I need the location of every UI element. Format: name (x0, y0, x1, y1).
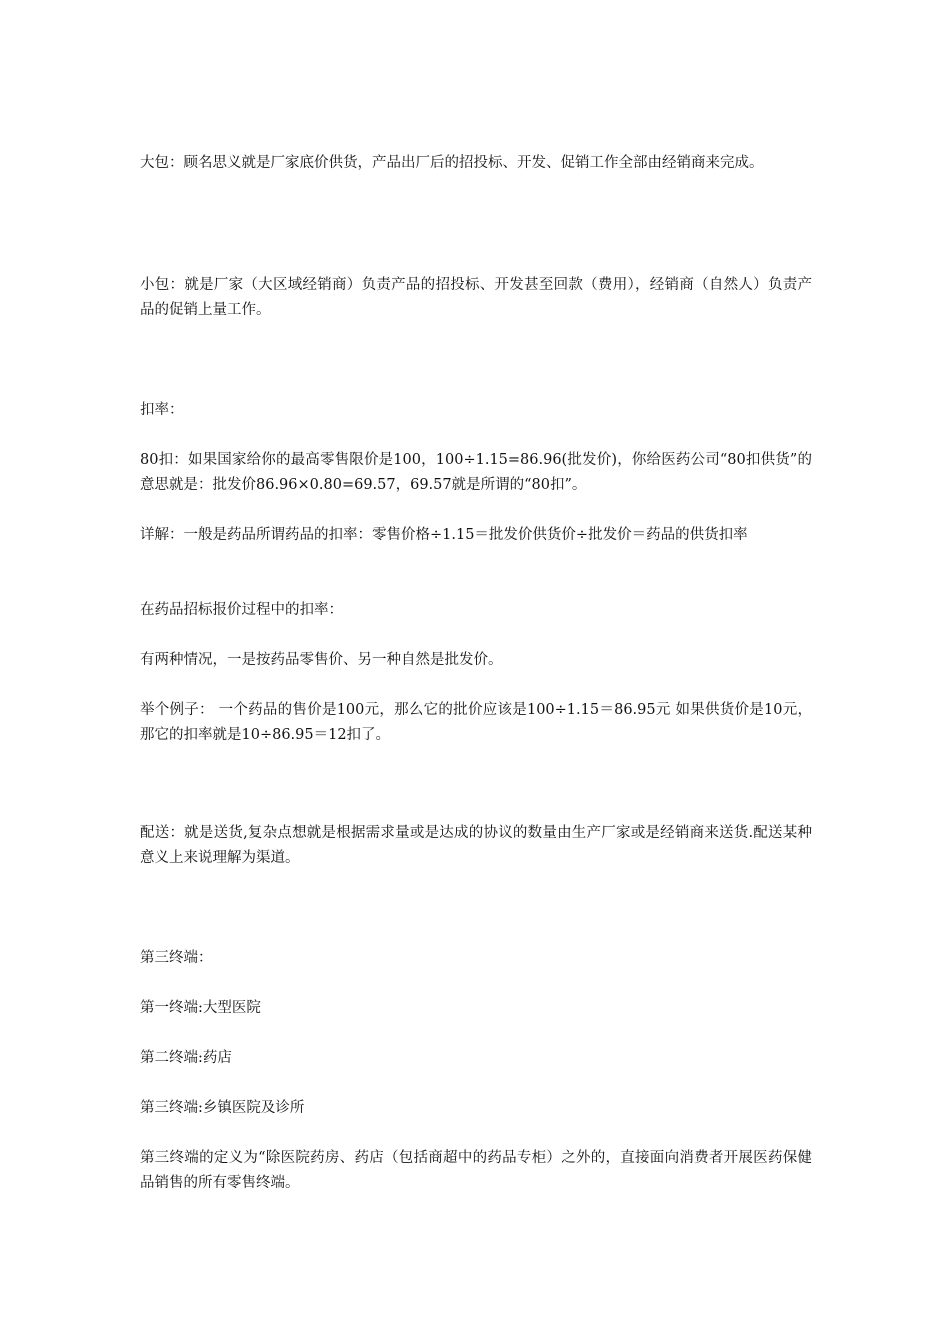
paragraph-xiangjie: 详解：一般是药品所谓药品的扣率：零售价格÷1.15＝批发价供货价÷批发价＝药品的供货扣率 (140, 527, 748, 543)
paragraph-liangzhong: 有两种情况，一是按药品零售价、另一种自然是批发价。 (140, 652, 503, 668)
paragraph-first-terminal: 第一终端:大型医院 (140, 1000, 261, 1016)
paragraph-80kou: 80扣：如果国家给你的最高零售限价是100，100÷1.15=86.96(批发价)，你给医药公司“80扣供货”的意思就是：批发价86.96×0.80=69.57，69.57就是所谓的“80扣”。 (140, 452, 812, 493)
paragraph-second-terminal: 第二终端:药店 (140, 1050, 232, 1066)
paragraph-xiaobao: 小包：就是厂家（大区域经销商）负责产品的招投标、开发甚至回款（费用），经销商（自然人）负责产品的促销上量工作。 (140, 277, 812, 318)
paragraph-zhaobiao: 在药品招标报价过程中的扣率： (140, 602, 343, 618)
paragraph-koulv-heading: 扣率： (140, 402, 184, 418)
paragraph-example: 举个例子： 一个药品的售价是100元，那么它的批价应该是100÷1.15＝86.95元 如果供货价是10元，那它的扣率就是10÷86.95＝12扣了。 (140, 702, 812, 743)
paragraph-third-terminal-definition: 第三终端的定义为“除医院药房、药店（包括商超中的药品专柜）之外的，直接面向消费者开展医药保健品销售的所有零售终端。 (140, 1150, 812, 1191)
paragraph-third-terminal: 第三终端:乡镇医院及诊所 (140, 1100, 305, 1116)
paragraph-peisong: 配送：就是送货,复杂点想就是根据需求量或是达成的协议的数量由生产厂家或是经销商来送货.配送某种意义上来说理解为渠道。 (140, 825, 812, 866)
paragraph-third-terminal-heading: 第三终端： (140, 950, 213, 966)
paragraph-dabao: 大包：顾名思义就是厂家底价供货，产品出厂后的招投标、开发、促销工作全部由经销商来完成。 (140, 155, 764, 171)
